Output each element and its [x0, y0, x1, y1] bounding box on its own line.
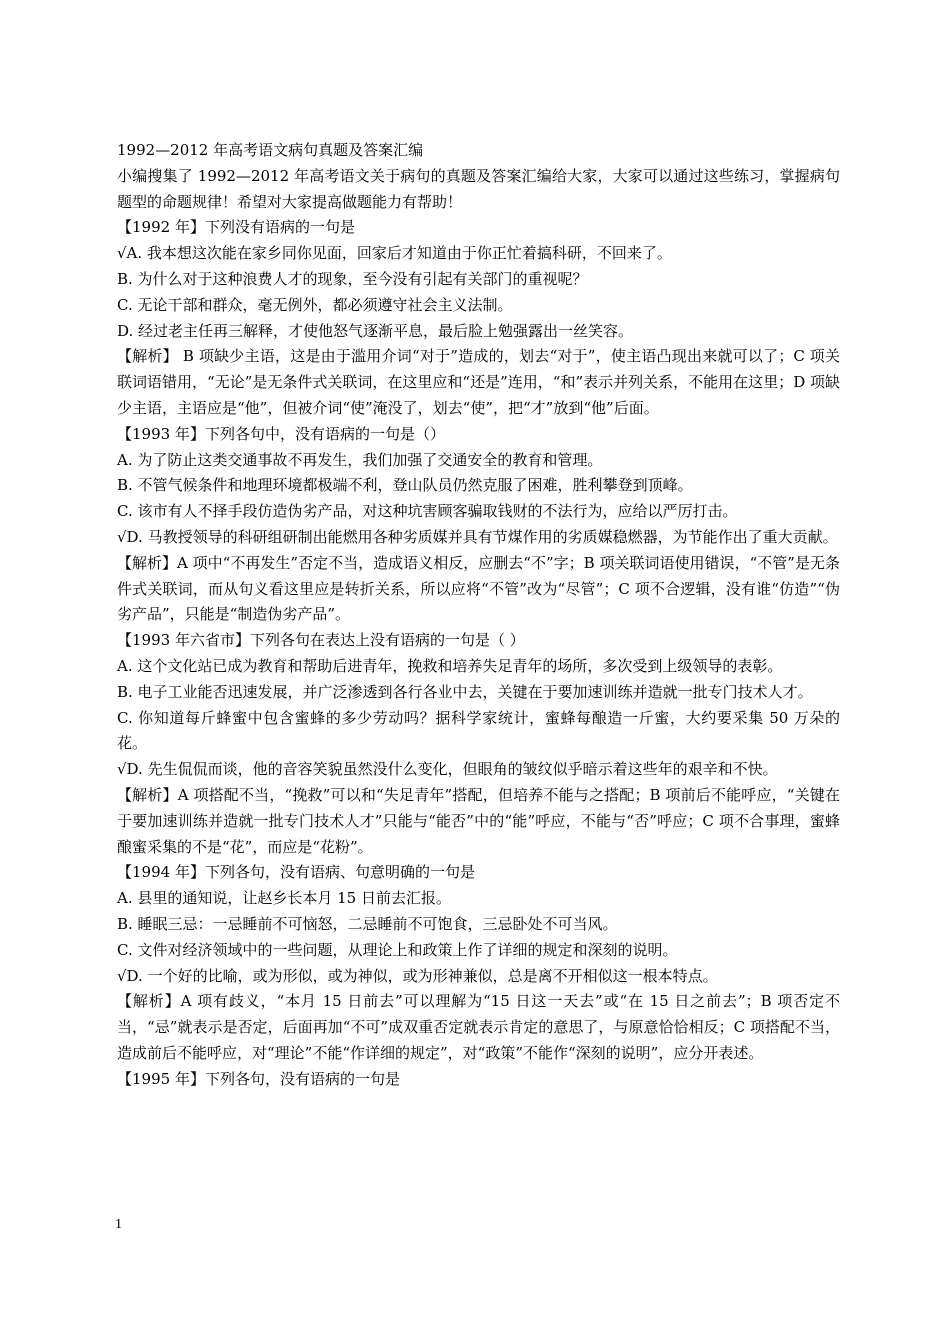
intro-paragraph: 小编搜集了 1992—2012 年高考语文关于病句的真题及答案汇编给大家，大家可以通过这些练习，掌握病句题型的命题规律！希望对大家提高做题能力有帮助！ — [117, 166, 840, 211]
question-1993-option-b: B. 不管气候条件和地理环境都极端不利，登山队员仍然克服了困难，胜利攀登到顶峰。 — [117, 476, 693, 495]
question-1994-option-a: A. 县里的通知说，让赵乡长本月 15 日前去汇报。 — [117, 889, 451, 908]
question-1995-stem: 【1995 年】下列各句，没有语病的一句是 — [117, 1069, 400, 1088]
question-1992-option-a: √A. 我本想这次能在家乡同你见面，回家后才知道由于你正忙着搞科研，不回来了。 — [117, 244, 672, 263]
question-1993-option-a: A. 为了防止这类交通事故不再发生，我们加强了交通安全的教育和管理。 — [117, 450, 603, 469]
question-1993-analysis: 【解析】A 项中“不再发生”否定不当，造成语义相反，应删去“不”字；B 项关联词语使用错误，“不管”是无条件式关联词，而从句义看这里应是转折关系，所以应将“不管”改为“尽管”；C 项不合逻辑，没有谁“仿造”“伪劣产品”，只能是“制造伪劣产品”。 — [117, 553, 840, 624]
question-1993-stem: 【1993 年】下列各句中，没有语病的一句是（） — [117, 424, 445, 443]
question-1993-six-provinces-stem: 【1993 年六省市】下列各句在表达上没有语病的一句是（ ） — [117, 631, 525, 650]
question-1992-option-d: D. 经过老主任再三解释，才使他怒气逐渐平息，最后脸上勉强露出一丝笑容。 — [117, 321, 634, 340]
question-1992-stem: 【1992 年】下列没有语病的一句是 — [117, 218, 355, 237]
question-1994-analysis: 【解析】A 项有歧义，“本月 15 日前去”可以理解为“15 日这一天去”或“在 15 日之前去”；B 项否定不当，“忌”就表示是否定，后面再加“不可”成双重否定就表示肯定的意思了，与原意恰恰相反；C 项搭配不当，造成前后不能呼应，对“理论”不能“作详细的规定”，对“政策”不能作“深刻的说明”，应分开表述。 — [117, 992, 840, 1062]
question-1993-option-d: √D. 马教授领导的科研组研制出能燃用各种劣质媒并具有节煤作用的劣质媒稳燃器，为节能作出了重大贡献。 — [117, 527, 838, 546]
question-1993-six-provinces-option-a: A. 这个文化站已成为教育和帮助后进青年，挽救和培养失足青年的场所，多次受到上级领导的表彰。 — [117, 656, 783, 675]
question-1993-six-provinces-option-b: B. 电子工业能否迅速发展，并广泛渗透到各行各业中去，关键在于要加速训练并造就一批专门技术人才。 — [117, 682, 813, 701]
question-1993-six-provinces-option-d: √D. 先生侃侃而谈，他的音容笑貌虽然没什么变化，但眼角的皱纹似乎暗示着这些年的艰辛和不快。 — [117, 760, 778, 779]
document-title: 1992—2012 年高考语文病句真题及答案汇编 — [117, 141, 424, 159]
question-1994-stem: 【1994 年】下列各句，没有语病、句意明确的一句是 — [117, 863, 475, 882]
question-1994-option-b: B. 睡眠三忌：一忌睡前不可恼怒，二忌睡前不可饱食，三忌卧处不可当风。 — [117, 914, 618, 933]
page-number: 1 — [115, 1217, 122, 1232]
question-1992-analysis: 【解析】 B 项缺少主语，这是由于滥用介词“对于”造成的，划去“对于”，使主语凸现出来就可以了；C 项关联词语错用，“无论”是无条件式关联词，在这里应和“还是”连用，“和”表示并列关系，不能用在这里；D 项缺少主语，主语应是“他”，但被介词“使”淹没了，划去“使”，把“才”放到“他”后面。 — [117, 347, 840, 417]
document-body — [117, 138, 840, 1092]
question-1992-option-b: B. 为什么对于这种浪费人才的现象，至今没有引起有关部门的重视呢？ — [117, 269, 588, 288]
question-1994-option-d: √D. 一个好的比喻，或为形似，或为神似，或为形神兼似，总是离不开相似这一根本特点。 — [117, 966, 718, 985]
question-1994-option-c: C. 文件对经济领域中的一些问题，从理论上和政策上作了详细的规定和深刻的说明。 — [117, 940, 678, 959]
question-1993-six-provinces-option-c: C. 你知道每斤蜂蜜中包含蜜蜂的多少劳动吗？据科学家统计，蜜蜂每酿造一斤蜜，大约要采集 50 万朵的花。 — [117, 708, 840, 753]
question-1993-six-provinces-analysis: 【解析】A 项搭配不当，“挽救”可以和“失足青年”搭配，但培养不能与之搭配；B 项前后不能呼应，“关键在于要加速训练并造就一批专门技术人才”只能与“能否”中的“能”呼应，不能与“否”呼应；C 项不合事理，蜜蜂酿蜜采集的不是“花”，而应是“花粉”。 — [117, 785, 840, 856]
question-1993-option-c: C. 该市有人不择手段仿造伪劣产品，对这种坑害顾客骗取钱财的不法行为，应给以严厉打击。 — [117, 502, 738, 521]
question-1992-option-c: C. 无论干部和群众，毫无例外，都必须遵守社会主义法制。 — [117, 295, 513, 314]
